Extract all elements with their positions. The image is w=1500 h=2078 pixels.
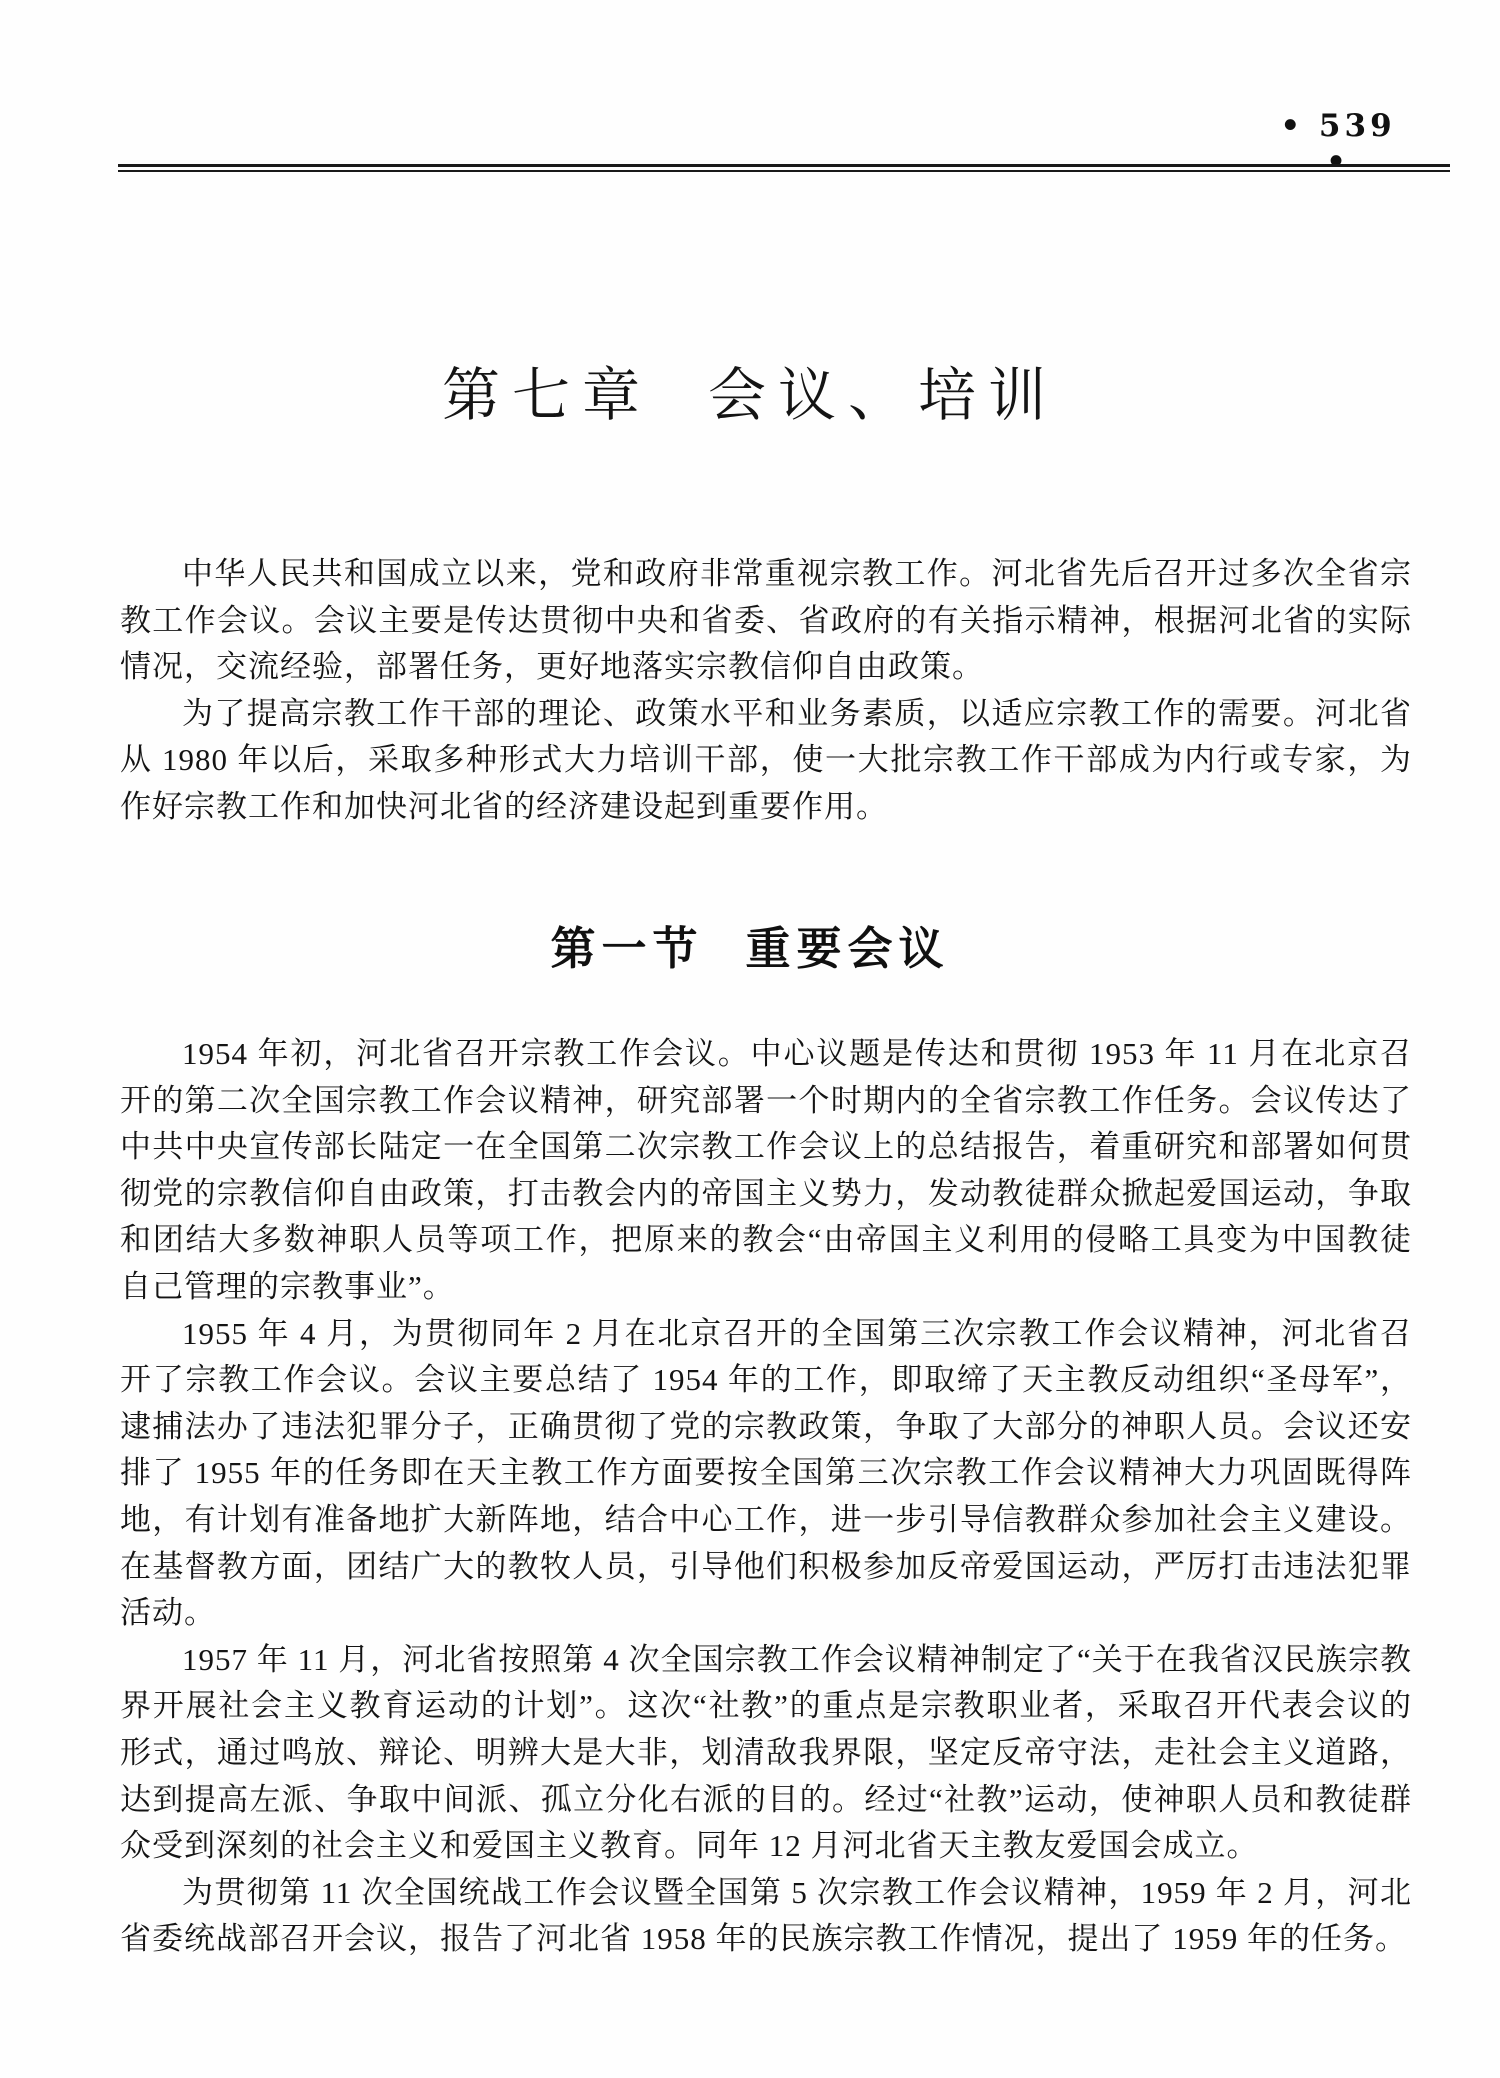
- intro-paragraph: 中华人民共和国成立以来，党和政府非常重视宗教工作。河北省先后召开过多次全省宗教工作会议。会议主要是传达贯彻中央和省委、省政府的有关指示精神，根据河北省的实际情况，交流经验，部署任务，更好地落实宗教信仰自由政策。: [120, 556, 1412, 685]
- section-name: 重要会议: [745, 923, 950, 974]
- body-paragraph: 1955 年 4 月，为贯彻同年 2 月在北京召开的全国第三次宗教工作会议精神，河北省召开了宗教工作会议。会议主要总结了 1954 年的工作，即取缔了天主教反动组织“圣母军”，逮捕法办了违法犯罪分子，正确贯彻了党的宗教政策，争取了大部分的神职人员。会议还安排了 1955 年的任务即在天主教工作方面要按全国第三次宗教工作会议精神大力巩固既得阵地，有计划有准备地扩大新阵地，结合中心工作，进一步引导信教群众参加社会主义建设。在基督教方面，团结广大的教牧人员，引导他们积极参加反帝爱国运动，严厉打击违法犯罪活动。: [120, 1315, 1412, 1631]
- body-paragraph: 1954 年初，河北省召开宗教工作会议。中心议题是传达和贯彻 1953 年 11 月在北京召开的第二次全国宗教工作会议精神，研究部署一个时期内的全省宗教工作任务。会议传达了中共中央宣传部长陆定一在全国第二次宗教工作会议上的总结报告，着重研究和部署如何贯彻党的宗教信仰自由政策，打击教会内的帝国主义势力，发动教徒群众掀起爱国运动，争取和团结大多数神职人员等项工作，把原来的教会“由帝国主义利用的侵略工具变为中国教徒自己管理的宗教事业”。: [120, 1036, 1412, 1304]
- chapter-intro: [120, 551, 1412, 831]
- section-title: [0, 912, 1500, 977]
- section-label: 第一节: [550, 923, 704, 974]
- chapter-title: [0, 348, 1500, 432]
- intro-paragraph: 为了提高宗教工作干部的理论、政策水平和业务素质，以适应宗教工作的需要。河北省从 1980 年以后，采取多种形式大力培训干部，使一大批宗教工作干部成为内行或专家，为作好宗教工作和加快河北省的经济建设起到重要作用。: [120, 695, 1412, 824]
- body-paragraph: 为贯彻第 11 次全国统战工作会议暨全国第 5 次宗教工作会议精神，1959 年 2 月，河北省委统战部召开会议，报告了河北省 1958 年的民族宗教工作情况，提出了 1959 年的任务。: [120, 1874, 1412, 1957]
- page-number: • 539 •: [1280, 108, 1396, 180]
- header-rule: [118, 164, 1450, 172]
- chapter-name: 会议、培训: [708, 363, 1059, 428]
- section-body: [120, 1031, 1412, 1963]
- body-paragraph: 1957 年 11 月，河北省按照第 4 次全国宗教工作会议精神制定了“关于在我省汉民族宗教界开展社会主义教育运动的计划”。这次“社教”的重点是宗教职业者，采取召开代表会议的形式，通过鸣放、辩论、明辨大是大非，划清敌我界限，坚定反帝守法，走社会主义道路，达到提高左派、争取中间派、孤立分化右派的目的。经过“社教”运动，使神职人员和教徒群众受到深刻的社会主义和爱国主义教育。同年 12 月河北省天主教友爱国会成立。: [120, 1641, 1412, 1864]
- chapter-label: 第七章: [441, 363, 652, 428]
